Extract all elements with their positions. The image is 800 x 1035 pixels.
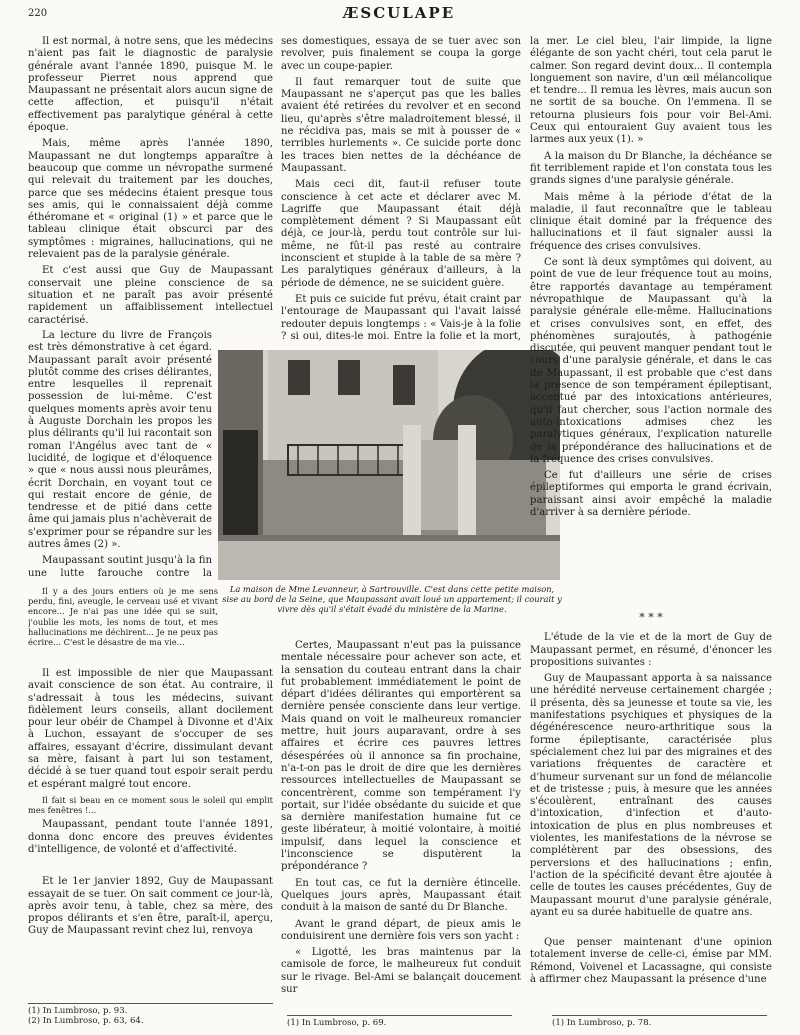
- paragraph: Il est normal, à notre sens, que les médecins n'aient pas fait le diagnostic de paralysie générale avant l'année 1890, puisque M. le professeur Pierret nous apprend que Maupassant ne présentait alors aucun signe de cette affection, et puisqu'il n'était effectivement pas paralytique général à cette époque.: [28, 36, 273, 134]
- footnote: (1) In Lumbroso, p. 69.: [287, 1018, 387, 1028]
- footnote: (2) In Lumbroso, p. 63, 64.: [28, 1016, 144, 1026]
- photo-caption: La maison de Mme Levanneur, à Sartrouville. C'est dans cette petite maison, sise au bord de la Seine, que Maupassant avait loué un appartement; il courait y vivre dès qu'il s'était évadé du ministère de la Marine.: [222, 584, 562, 614]
- paragraph: Avant le grand départ, de pieux amis le conduisirent une dernière fois vers son yacht :: [281, 918, 521, 942]
- footnotes-col1: [28, 1003, 273, 1026]
- paragraph: Que penser maintenant d'une opinion totalement inverse de celle-ci, émise par MM. Rémond, Voivenel et Lacassagne, qui consiste à affirmer chez Maupassant la présence d'une: [530, 937, 772, 986]
- paragraph: La lecture du livre de François est très démonstrative à cet égard. Maupassant paraît avoir présenté plutôt comme des crises délirantes, entre lesquelles il reprenait possession de lui-même. C'est quelques moments après avoir tenu à Auguste Dorchain les propos les plus délirants qu'il lui racontait son roman l'Angélus avec tant de « lucidité, de logique et d'éloquence » que « nous aussi nous pleurâmes, écrit Dorchain, en voyant tout ce qui restait encore de génie, de tendresse et de pitié dans cette âme qui jamais plus n'achèverait de s'exprimer pour se répandre sur les autres âmes (2) ».: [28, 330, 212, 551]
- paragraph: Et puis ce suicide fut prévu, était craint par l'entourage de Maupassant qui l'avait laissé redouter depuis longtemps : « Vais-je à la folie ? si oui, dites-le moi. Entre la folie et la mort,: [281, 293, 521, 342]
- paragraph: Mais, même après l'année 1890, Maupassant ne dut longtemps apparaître à beaucoup que comme un névropathe surmené qui relevait du traitement par les douches, parce que ses médecins étaient presque tous ses amis, qui le connaissaient déjà comme éthéromane et « original (1) » et parce que le tableau clinique était obscurci par des symptômes : migraines, hallucinations, qui ne relevaient pas de la paralysie générale.: [28, 138, 273, 261]
- paragraph: Certes, Maupassant n'eut pas la puissance mentale nécessaire pour achever son acte, et la sensation du couteau entrant dans la chair fut probablement immédiatement le point de départ d'idées délirantes qui emportèrent sa dernière pensée consciente dans leur vertige. Mais quand on voit le malheureux romancier mettre, huit jours auparavant, ordre à ses affaires et écrire ces pauvres lettres désespérées où il annonce sa fin prochaine, n'a-t-on pas le droit de dire que les dernières ressources intellectuelles de Maupassant se concentrèrent, comme son tempérament l'y portait, sur l'idée obsédante du suicide et que sa dernière manifestation humaine fut ce geste libérateur, à moitié volontaire, à moitié impulsif, dans lequel la conscience et l'inconscience se disputèrent la prépondérance ?: [281, 640, 521, 873]
- paragraph: « Ligotté, les bras maintenus par la camisole de force, le malheureux fut conduit sur le rivage. Bel-Ami se balançait doucement sur: [281, 947, 521, 995]
- paragraph: Et c'est aussi que Guy de Maupassant conservait une pleine conscience de sa situation et ne paraît pas avoir présenté rapidement un affaiblissement intellectuel caractérisé.: [28, 265, 273, 326]
- column-1-top: [28, 36, 273, 330]
- column-1-beside-photo: [28, 330, 212, 578]
- house-photo: [218, 350, 560, 580]
- column-1-bottom: [28, 668, 273, 998]
- paragraph: la mer. Le ciel bleu, l'air limpide, la ligne élégante de son yacht chéri, tout cela parut le calmer. Son regard devint doux... Il contempla longuement son navire, d'un œil mélancolique et tendre... Il remua les lèvres, mais aucun son ne sortit de sa bouche. On l'emmena. Il se retourna plusieurs fois pour voir Bel-Ami. Ceux qui entouraient Guy avaient tous les larmes aux yeux (1). »: [530, 36, 772, 146]
- column-2-top: [281, 36, 521, 342]
- paragraph: En tout cas, ce fut la dernière étincelle. Quelques jours après, Maupassant était conduit à la maison de santé du Dr Blanche.: [281, 877, 521, 914]
- section-separator: * * *: [639, 611, 663, 624]
- paragraph: Il faut remarquer tout de suite que Maupassant ne s'aperçut pas que les balles avaient été retirées du revolver et en second lieu, qu'après s'être maladroitement blessé, il ne récidiva pas, mais se mit à pousser de « terribles hurlements ». Ce suicide porte donc les traces bien nettes de la déchéance de Maupassant.: [281, 76, 521, 174]
- paragraph: Mais ceci dit, faut-il refuser toute conscience à cet acte et déclarer avec M. Lagriffe que Maupassant était déjà complètement dément ? Si Maupassant eût déjà, ce jour-là, perdu tout contrôle sur lui-même, ne fût-il pas resté au contraire inconscient et stupide à la table de sa mère ? Les paralytiques généraux d'ailleurs, à la période de démence, ne se suicident guère.: [281, 179, 521, 289]
- paragraph: L'étude de la vie et de la mort de Guy de Maupassant permet, en résumé, d'énoncer les propositions suivantes :: [530, 632, 772, 668]
- paragraph: Il est impossible de nier que Maupassant avait conscience de son état. Au contraire, il s'adressait à tous les médecins, suivant fidèlement leurs conseils, allant docilement pour leur obéir de Champel à Divonne et d'Aix à Luchon, essayant de s'occuper de ses affaires, essayant d'écrire, dissimulant devant sa mère, faisant à part lui son testament, décidé à se tuer quand tout espoir serait perdu et espérant malgré tout encore.: [28, 668, 273, 790]
- page-header: [28, 4, 770, 24]
- column-2-bottom: [281, 640, 521, 995]
- paragraph: ses domestiques, essaya de se tuer avec son revolver, puis finalement se coupa la gorge avec un coupe-papier.: [281, 36, 521, 72]
- column-3-bottom: [530, 604, 772, 1014]
- paragraph: Ce fut d'ailleurs une série de crises épileptiformes qui emporta le grand écrivain, paraissant ainsi avoir empêché la maladie d'arriver à sa dernière période.: [530, 470, 772, 518]
- paragraph: Maupassant soutint jusqu'à la fin une lutte farouche contre la: [28, 555, 212, 578]
- footnote: (1) In Lumbroso, p. 93.: [28, 1006, 128, 1016]
- paragraph: Et le 1er janvier 1892, Guy de Maupassant essayait de se tuer. On sait comment ce jour-là, après avoir tenu, à table, chez sa mère, des propos délirants et s'en être, paraît-il, aperçu, Guy de Maupassant revint chez lui, renvoya: [28, 876, 273, 937]
- footnote-col2: [287, 1015, 512, 1028]
- paragraph: Guy de Maupassant apporta à sa naissance une hérédité nerveuse certainement chargée ; il présenta, dès sa jeunesse et toute sa vie, les manifestations psychiques et physiques de la dégénérescence neuro-arthritique sous la forme épileptisante, caractérisée plus spécialement chez lui par des migraines et des variations fréquentes de caractère et d'humeur survenant sur un fond de mélancolie et de tristesse ; puis, à mesure que les années s'écoulèrent, entraînant des causes d'intoxication, d'infection et d'auto-intoxication de plus en plus nombreuses et violentes, les manifestations de la névrose se complétèrent par des obsessions, des perversions et des hallucinations ; enfin, l'action de la spécificité devant être ajoutée à celle de toutes les causes précédentes, Guy de Maupassant mourut d'une paralysie générale, ayant eu sa durée habituelle de quatre ans.: [530, 673, 772, 918]
- house-photo-image: [218, 350, 560, 580]
- column-1-quote: [28, 586, 218, 666]
- journal-title: ÆSCULAPE: [342, 4, 456, 22]
- paragraph: Maupassant, pendant toute l'année 1891, donna donc encore des preuves évidentes d'intelligence, de volonté et d'affectivité.: [28, 819, 273, 855]
- paragraph: Ce sont là deux symptômes qui doivent, au point de vue de leur fréquence tout au moins, être rapportés davantage au tempérament névropathique de Maupassant qu'à la paralysie générale elle-même. Hallucinations et crises convulsives sont, en effet, des phénomènes surajoutés, à pathogénie discutée, qui peuvent manquer pendant tout le cours d'une paralysie générale, et dans le cas de Maupassant, il est probable que c'est dans la présence de son tempérament épileptisant, accentué par des intoxications antérieures, qu'il faut chercher, sous l'action normale des auto-intoxications admises chez les paralytiques généraux, l'explication naturelle de la prépondérance des hallucinations et de la fréquence des crises convulsives.: [530, 257, 772, 465]
- quote: Il y a des jours entiers où je me sens perdu, fini, aveugle, le cerveau usé et vivant encore... Je n'ai pas une idée qui se suit, j'oublie les mots, les noms de tout, et mes hallucinations me déchirent... Je ne peux pas écrire... C'est le désastre de ma vie...: [28, 586, 218, 648]
- quote: Il fait si beau en ce moment sous le soleil qui emplit mes fenêtres !...: [28, 794, 273, 816]
- page-number: 220: [28, 8, 48, 19]
- paragraph: Mais même à la période d'état de la maladie, il faut reconnaître que le tableau clinique était dominé par la fréquence des hallucinations et il faut signaler aussi la fréquence des crises convulsives.: [530, 191, 772, 252]
- footnote: (1) In Lumbroso, p. 78.: [552, 1018, 652, 1028]
- column-3-top: [530, 36, 772, 612]
- footnote-col3: [552, 1015, 767, 1028]
- paragraph: A la maison du Dr Blanche, la déchéance se fit terriblement rapide et l'on constata tous les grands signes d'une paralysie générale.: [530, 150, 772, 187]
